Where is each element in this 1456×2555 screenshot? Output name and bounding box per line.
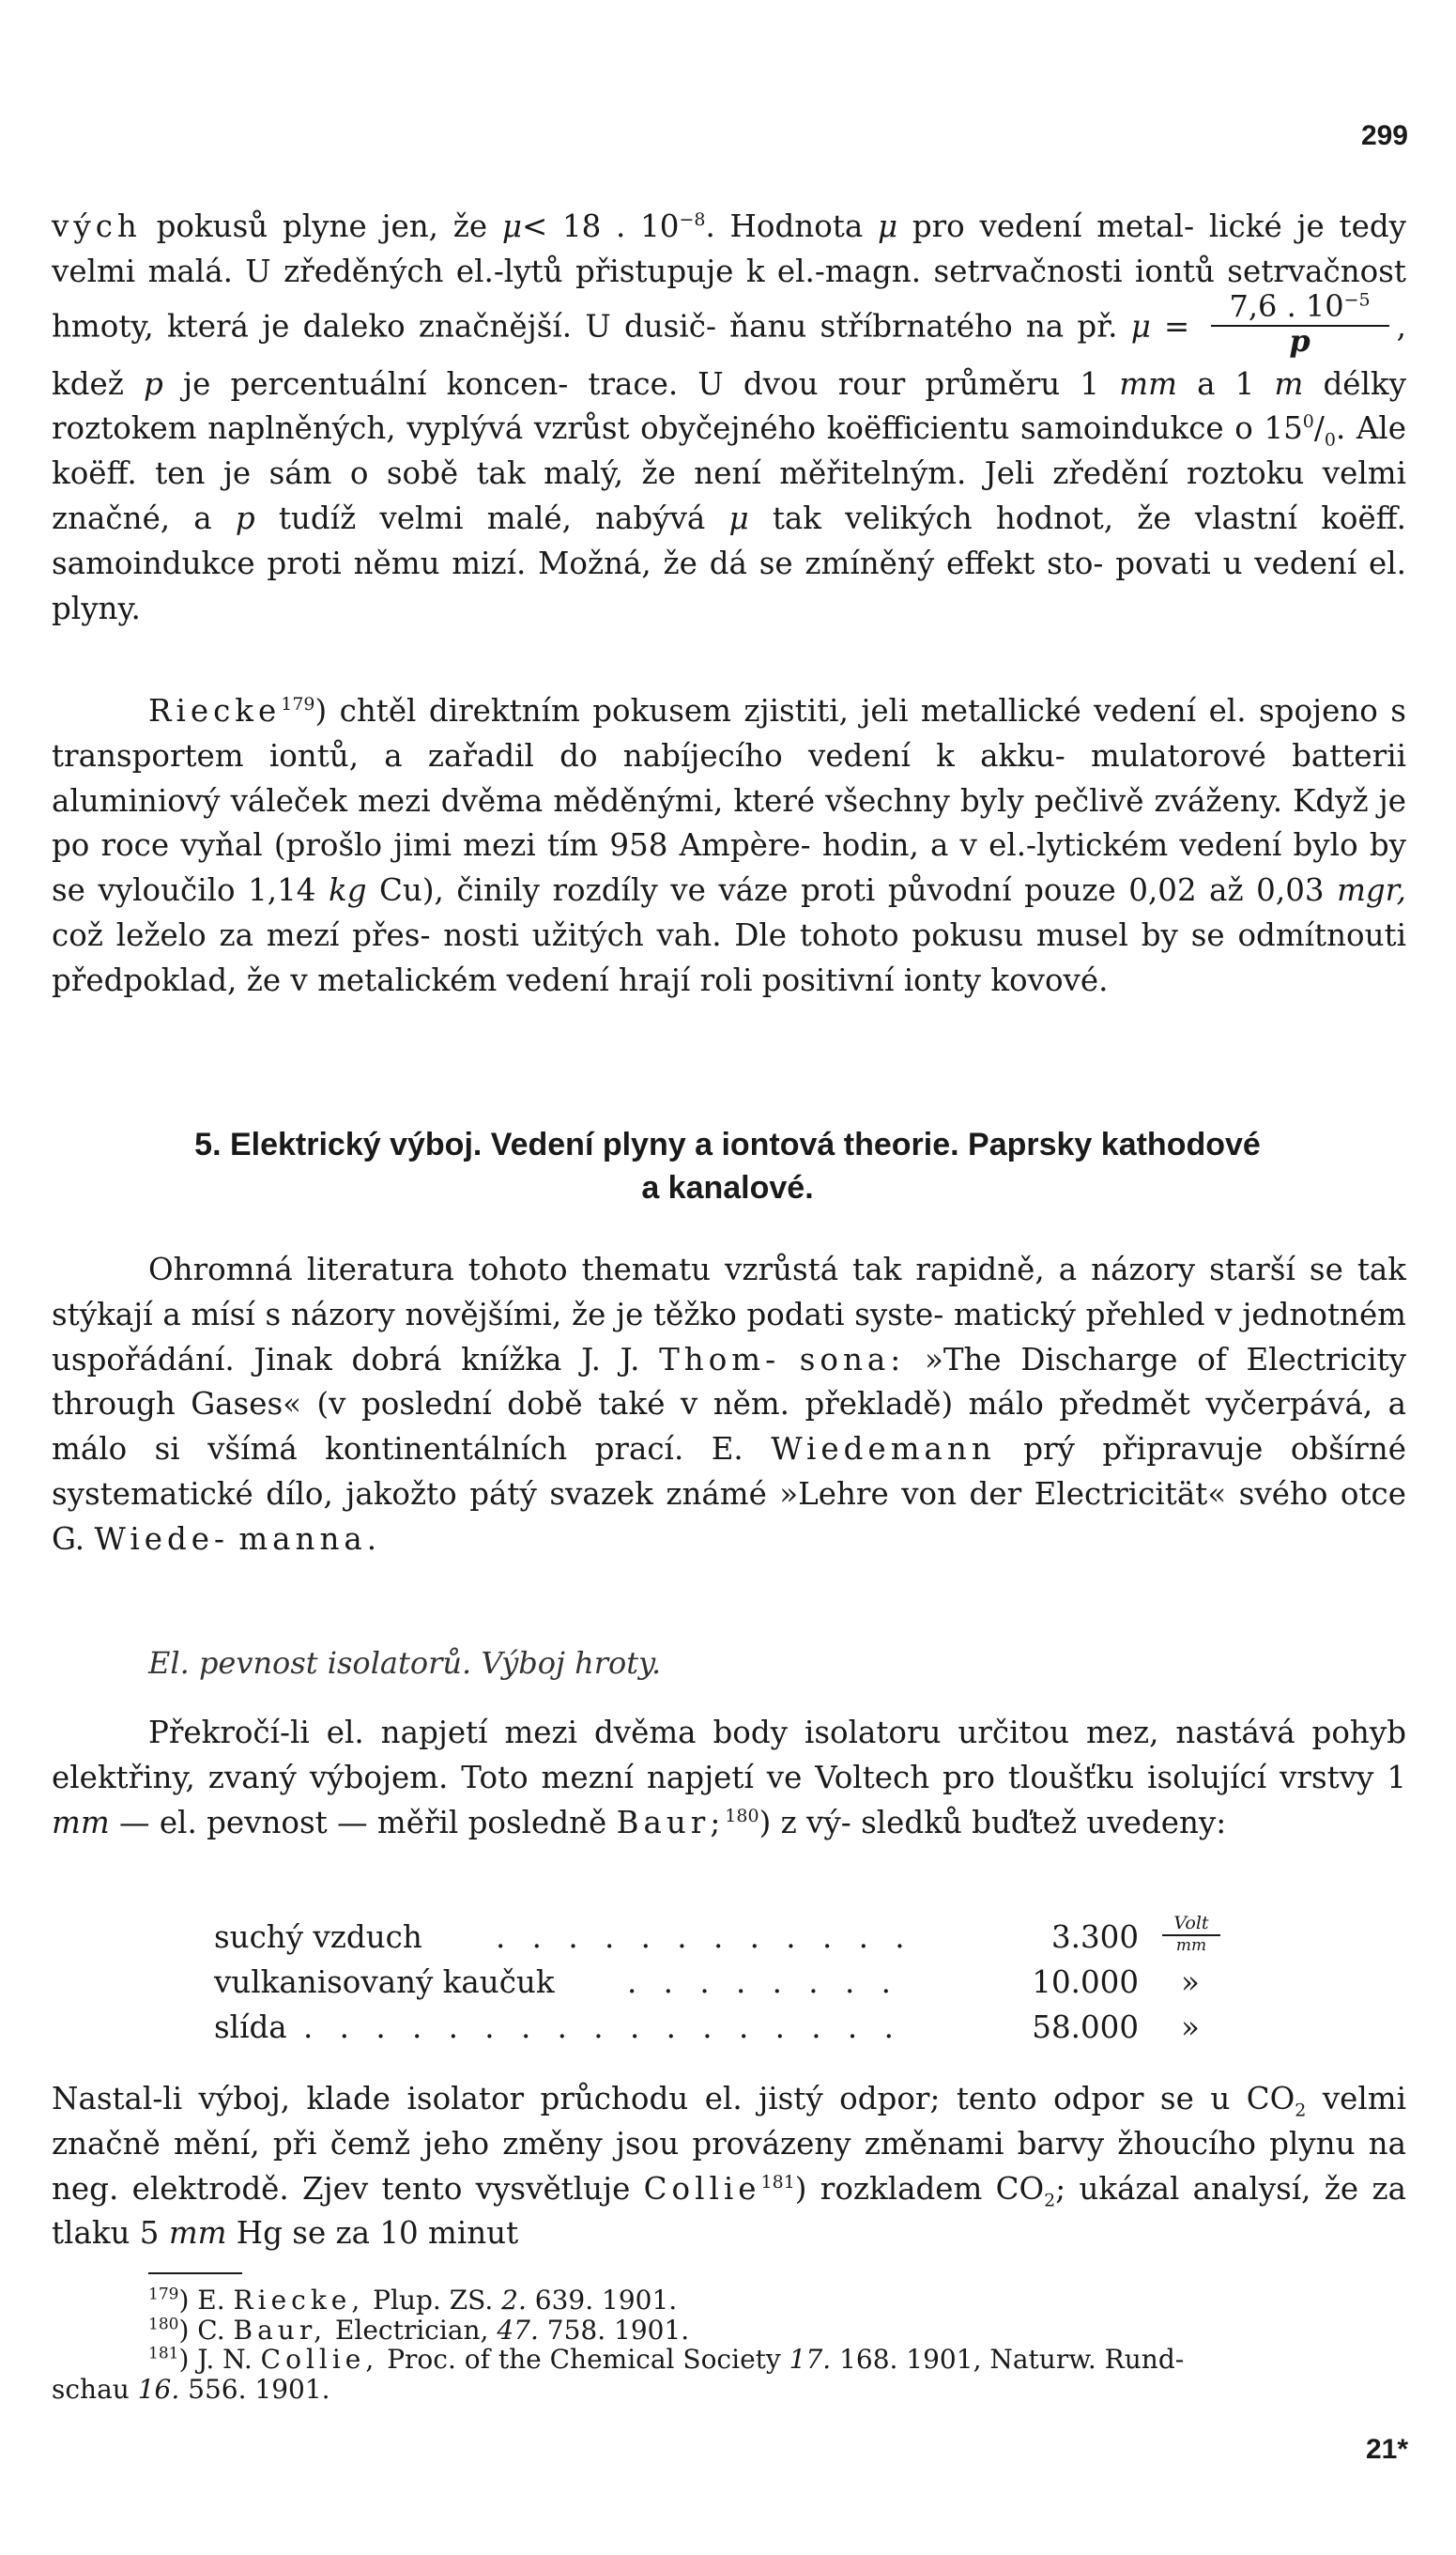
paragraph-text: vých pokusů plyne jen, že μ< 18 . $10^{-8}$. Hodnota μ pro vedení metal- lické je tedy velmi malá. U zředěných el.-lytů přistupuje k el.-magn. setrvačnosti iontů setrvačnost hmoty, která je daleko značnější. U dusič- ňanu stříbrnatého na př. μ = $\frac{7,6 . 10^{-5}}{p}$ , kdež p je percentuální koncen- trace. U dvou rour průměru 1 mm a 1 m délky roztokem naplněných, vyplývá vzrůst obyčejného koëfficientu samoindukce o $15^0/_0$. Ale koëff. ten je sám o sobě tak malý, že není měřitelným. Jeli zředění roztoku velmi značné, a p tudíž velmi malé, nabývá μ tak velikých hodnot, že vlastní koëff. samoindukce proti němu mizí. Možná, že dá se zmíněný effekt sto- povati u vedení el. plyny. [52,208,1407,626]
subsection-heading: El. pevnost isolatorů. Výboj hroty. [148,1645,662,1681]
footnote-separator [148,2272,242,2274]
page-number: 299 [1360,120,1408,151]
paragraph-text: Nastal-li výboj, klade isolator průchodu el. jistý odpor; tento odpor se u $CO_2$ velmi značně mění, při čemž jeho změny jsou provázeny změnami barvy žhoucího plynu na neg. elektrodě. Zjev tento vysvětluje Collie$^{181}$) rozkladem $CO_2$; ukázal analysí, že za tlaku 5 mm Hg se za 10 minut [52,2081,1406,2252]
table-row: slída . . . . . . . . . . . . . . . . . 58.000 » [214,2009,1200,2045]
values-table [214,1913,1247,2055]
paragraph-literature [52,1248,1406,1562]
footnotes [52,2286,1406,2404]
paragraph-continuation [52,205,1406,631]
footnote: $^{179}$) E. Riecke, Plup. ZS. 2. 639. 1901. [148,2285,678,2316]
signature-mark: 21* [1365,2434,1408,2465]
paragraph-collie [52,2077,1406,2256]
unit-fraction: Volt mm [1162,1912,1220,1955]
table-row: suchý vzduch . . . . . . . . . . . . 3.300 Volt mm [214,1919,1247,1964]
footnote: $^{180}$) C. Baur, Electrician, 47. 758. 1901. [148,2314,690,2346]
table-row: vulkanisovaný kaučuk . . . . . . . . 10.000 » [214,1964,1200,2000]
footnote-ref: 179 [281,694,315,716]
paragraph-breakdown [52,1711,1406,1845]
fraction-formula: $\frac{7,6 . 10^{-5}}{p}$ [1211,287,1389,355]
paragraph-text: Překročí-li el. napjetí mezi dvěma body isolatoru určitou mez, nastává pohyb elektřiny, zvaný výbojem. Toto mezní napjetí ve Voltech pro tloušťku isolující vrstvy 1 mm — el. pevnost — měřil posledně Baur;$^{180}$) z vý- sledků buďtež uvedeny: [52,1715,1406,1840]
paragraph-text: Ohromná literatura tohoto thematu vzrůstá tak rapidně, a názory starší se tak stýkají a mísí s názory novějšími, že je těžko podati syste- matický přehled v jednotném uspořádání. Jinak dobrá knížka J. J. Thom- sona: »The Discharge of Electricity through Gases« (v poslední době také v něm. překladě) málo předmět vyčerpává, a málo si všímá kontinentálních prací. E. Wiedemann prý připravuje obšírné systematické dílo, jakožto pátý svazek známé »Lehre von der Electricität« svého otce G. Wiede- manna. [52,1252,1407,1557]
footnote: $^{181}$) J. N. Collie, Proc. of the Chemical Society 17. 168. 1901, Naturw. Rund- [148,2344,1185,2375]
author-name: Riecke [148,693,282,729]
paragraph-text: Riecke$^{179}$) chtěl direktním pokusem zjistiti, jeli metallické vedení el. spojeno s transportem iontů, a zařadil do nabíjecího vedení k akku- mulatorové batterii aluminiový váleček mezi dvěma měděnými, které všechny byly pečlivě zváženy. Když je po roce vyňal (prošlo jimi mezi tím 958 Ampère- hodin, a v el.-lytickém vedení bylo by se vyloučilo 1,14 kg Cu), činily rozdíly ve váze proti původní pouze 0,02 až 0,03 mgr, což leželo za mezí přes- nosti užitých vah. Dle tohoto pokusu musel by se odmítnouti předpoklad, že v metalickém vedení hrají roli positivní ionty kovové. [52,693,1406,998]
footnote-continuation: schau 16. 556. 1901. [52,2373,330,2405]
section-heading: 5. Elektrický výboj. Vedení plyny a iontová theorie. Paprsky kathodové a kanalové. [194,1127,1261,1206]
paragraph-riecke [52,689,1406,1004]
